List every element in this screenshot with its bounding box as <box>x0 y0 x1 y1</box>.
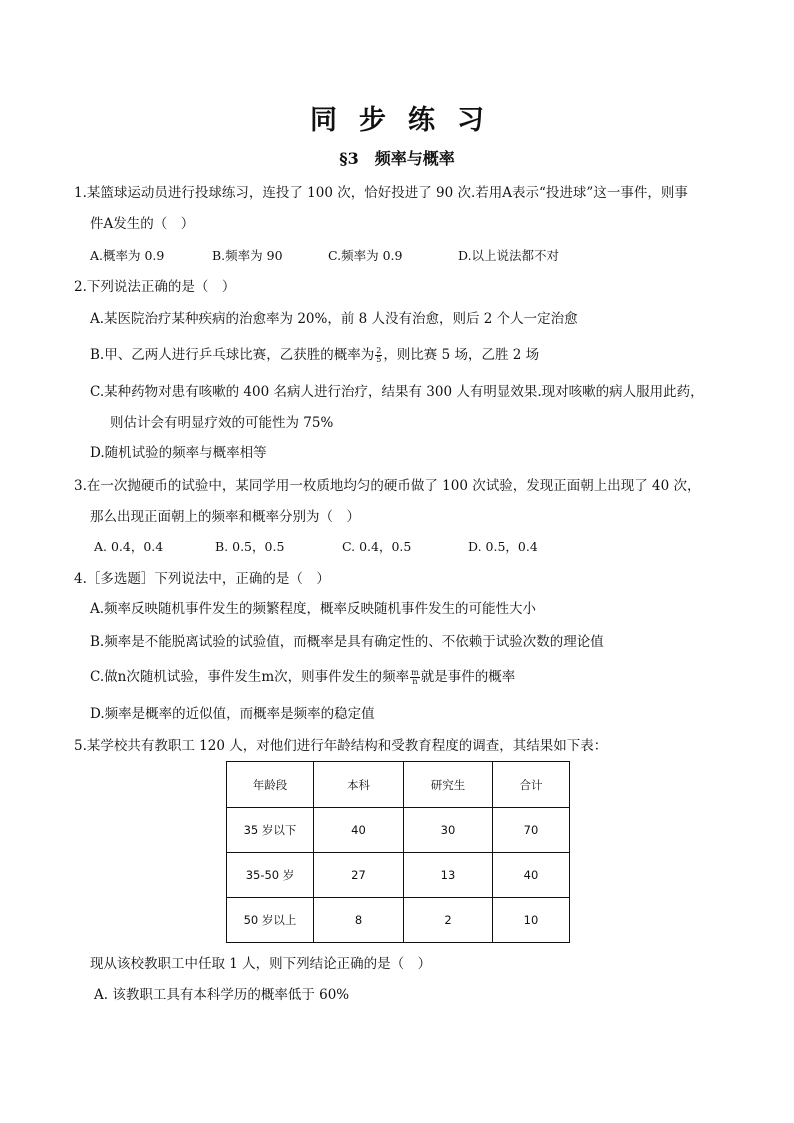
q1-option-b: B.频率为 90 <box>212 248 283 263</box>
table-cell: 35 岁以下 <box>227 808 314 853</box>
q2-stem: 2.下列说法正确的是（ ） <box>74 279 236 295</box>
q4-option-c-text: C.做n次随机试验，事件发生m次，则事件发生的频率 <box>90 669 410 685</box>
q2-option-c-line1: C.某种药物对患有咳嗽的 400 名病人进行治疗，结果有 300 人有明显效果.现对咳嗽的病人服用此药， <box>90 384 704 400</box>
q4-option-c <box>90 667 515 687</box>
q3-options <box>94 537 538 557</box>
table-row <box>227 853 570 898</box>
q5-data-table <box>226 761 570 943</box>
q2-option-b <box>90 345 539 365</box>
table-cell: 40 <box>493 853 570 898</box>
q4-option-d: D.频率是概率的近似值，而概率是频率的稳定值 <box>90 706 375 722</box>
table-cell: 35-50 岁 <box>227 853 314 898</box>
q3-option-b: B. 0.5，0.5 <box>215 539 285 554</box>
q2-option-b-text-after: ，则比赛 5 场，乙胜 2 场 <box>383 347 540 363</box>
q4-option-c-fraction <box>410 669 420 686</box>
table-cell: 70 <box>493 808 570 853</box>
q1-stem-line1: 1.某篮球运动员进行投球练习，连投了 100 次，恰好投进了 90 次.若用A表示“投进球”这一事件，则事 <box>74 185 688 201</box>
table-header-cell: 研究生 <box>404 762 493 808</box>
table-cell: 13 <box>404 853 493 898</box>
q1-option-d: D.以上说法都不对 <box>458 248 560 263</box>
q2-option-d: D.随机试验的频率与概率相等 <box>90 445 267 461</box>
table-header-row <box>227 762 570 808</box>
q1-option-a: A.概率为 0.9 <box>90 248 165 263</box>
q3-option-c: C. 0.4，0.5 <box>342 539 412 554</box>
q3-option-d: D. 0.5，0.4 <box>468 539 538 554</box>
fraction-numerator: m <box>411 668 419 677</box>
table-cell: 40 <box>314 808 404 853</box>
fraction-numerator: 2 <box>376 346 382 355</box>
q5-question: 现从该校教职工中任取 1 人，则下列结论正确的是（ ） <box>90 956 432 972</box>
q4-option-c-text-after: 就是事件的概率 <box>420 669 516 685</box>
table-cell: 50 岁以上 <box>227 898 314 943</box>
q2-option-b-fraction <box>375 347 382 364</box>
fraction-denominator: n <box>412 677 418 686</box>
table-cell: 8 <box>314 898 404 943</box>
q3-stem-line2: 那么出现正面朝上的频率和概率分别为（ ） <box>90 509 360 525</box>
table-row <box>227 808 570 853</box>
q5-option-a: A. 该教职工具有本科学历的概率低于 60% <box>94 987 350 1003</box>
q2-option-a: A.某医院治疗某种疾病的治愈率为 20%，前 8 人没有治愈，则后 2 个人一定治愈 <box>90 311 578 327</box>
q1-options <box>90 246 559 266</box>
table-cell: 27 <box>314 853 404 898</box>
q5-stem: 5.某学校共有教职工 120 人，对他们进行年龄结构和受教育程度的调查，其结果如下表： <box>74 738 608 754</box>
q2-option-b-text: B.甲、乙两人进行乒乓球比赛，乙获胜的概率为 <box>90 347 375 363</box>
table-header-cell: 合计 <box>493 762 570 808</box>
q4-option-a: A.频率反映随机事件发生的频繁程度，概率反映随机事件发生的可能性大小 <box>90 601 537 617</box>
page-title: 同步练习 <box>310 105 506 136</box>
q4-option-b: B.频率是不能脱离试验的试验值，而概率是具有确定性的、不依赖于试验次数的理论值 <box>90 634 604 650</box>
table-cell: 10 <box>493 898 570 943</box>
q4-stem: 4.［多选题］下列说法中，正确的是（ ） <box>74 571 330 587</box>
section-subtitle: §3 频率与概率 <box>339 149 455 168</box>
table-header-cell: 年龄段 <box>227 762 314 808</box>
table-row <box>227 898 570 943</box>
q1-option-c: C.频率为 0.9 <box>328 248 403 263</box>
table-cell: 2 <box>404 898 493 943</box>
q3-stem-line1: 3.在一次抛硬币的试验中，某同学用一枚质地均匀的硬币做了 100 次试验，发现正面朝上出现了 40 次， <box>74 478 701 494</box>
table-cell: 30 <box>404 808 493 853</box>
q2-option-c-line2: 则估计会有明显疗效的可能性为 75% <box>110 415 334 431</box>
fraction-denominator: 5 <box>376 355 382 364</box>
table-header-cell: 本科 <box>314 762 404 808</box>
q1-stem-line2: 件A发生的（ ） <box>90 216 195 232</box>
q3-option-a: A. 0.4，0.4 <box>94 539 164 554</box>
